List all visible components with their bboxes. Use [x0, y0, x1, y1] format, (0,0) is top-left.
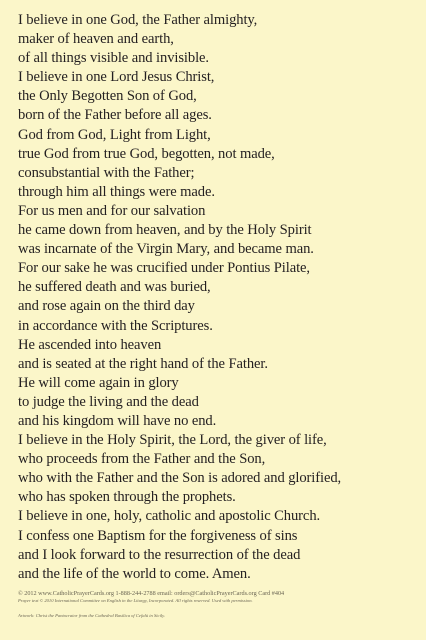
creed-line: and is seated at the right hand of the Father. [18, 355, 268, 372]
creed-line: He ascended into heaven [18, 336, 162, 353]
creed-text [18, 11, 418, 584]
creed-line: who has spoken through the prophets. [18, 489, 236, 506]
creed-line: maker of heaven and earth, [18, 31, 174, 48]
creed-line: I believe in one God, the Father almighty, [18, 12, 258, 28]
creed-line: I believe in one, holy, catholic and apostolic Church. [18, 508, 321, 525]
artwork-credit: Artwork: Christ the Pantocrator from the Cathedral Basilica of Cefalù in Sicily. [18, 613, 166, 618]
creed-line: he suffered death and was buried, [18, 279, 211, 296]
creed-line: and rose again on the third day [18, 298, 195, 315]
creed-line: to judge the living and the dead [18, 393, 199, 410]
contact-info: © 2012 www.CatholicPrayerCards.org 1-888-244-2788 email: orders@CatholicPrayerCards.org Card #404 [18, 590, 285, 597]
creed-line: and the life of the world to come. Amen. [18, 565, 251, 582]
creed-line: I believe in one Lord Jesus Christ, [18, 69, 215, 86]
card-footer [18, 589, 418, 619]
creed-line: he came down from heaven, and by the Holy Spirit [18, 222, 312, 239]
creed-line: For our sake he was crucified under Pontius Pilate, [18, 260, 310, 277]
creed-line: and I look forward to the resurrection of the dead [18, 546, 301, 563]
creed-line: God from God, Light from Light, [18, 126, 211, 143]
creed-line: who with the Father and the Son is adored and glorified, [18, 470, 342, 487]
creed-line: consubstantial with the Father; [18, 164, 195, 181]
creed-line: in accordance with the Scriptures. [18, 317, 213, 334]
creed-line: true God from true God, begotten, not made, [18, 145, 275, 162]
creed-line: He will come again in glory [18, 374, 179, 391]
copyright-notice: Prayer text © 2010 International Committee on English in the Liturgy, Incorporated. All rights reserved. Used with permission. [18, 598, 253, 603]
creed-line: For us men and for our salvation [18, 202, 206, 219]
creed-line: of all things visible and invisible. [18, 50, 209, 67]
creed-line: who proceeds from the Father and the Son, [18, 451, 266, 468]
creed-line: through him all things were made. [18, 183, 215, 200]
creed-line: I believe in the Holy Spirit, the Lord, the giver of life, [18, 432, 327, 449]
creed-line: the Only Begotten Son of God, [18, 88, 197, 105]
creed-line: born of the Father before all ages. [18, 107, 212, 124]
creed-line: and his kingdom will have no end. [18, 412, 217, 429]
creed-line: was incarnate of the Virgin Mary, and became man. [18, 241, 314, 258]
creed-line: I confess one Baptism for the forgiveness of sins [18, 527, 298, 544]
